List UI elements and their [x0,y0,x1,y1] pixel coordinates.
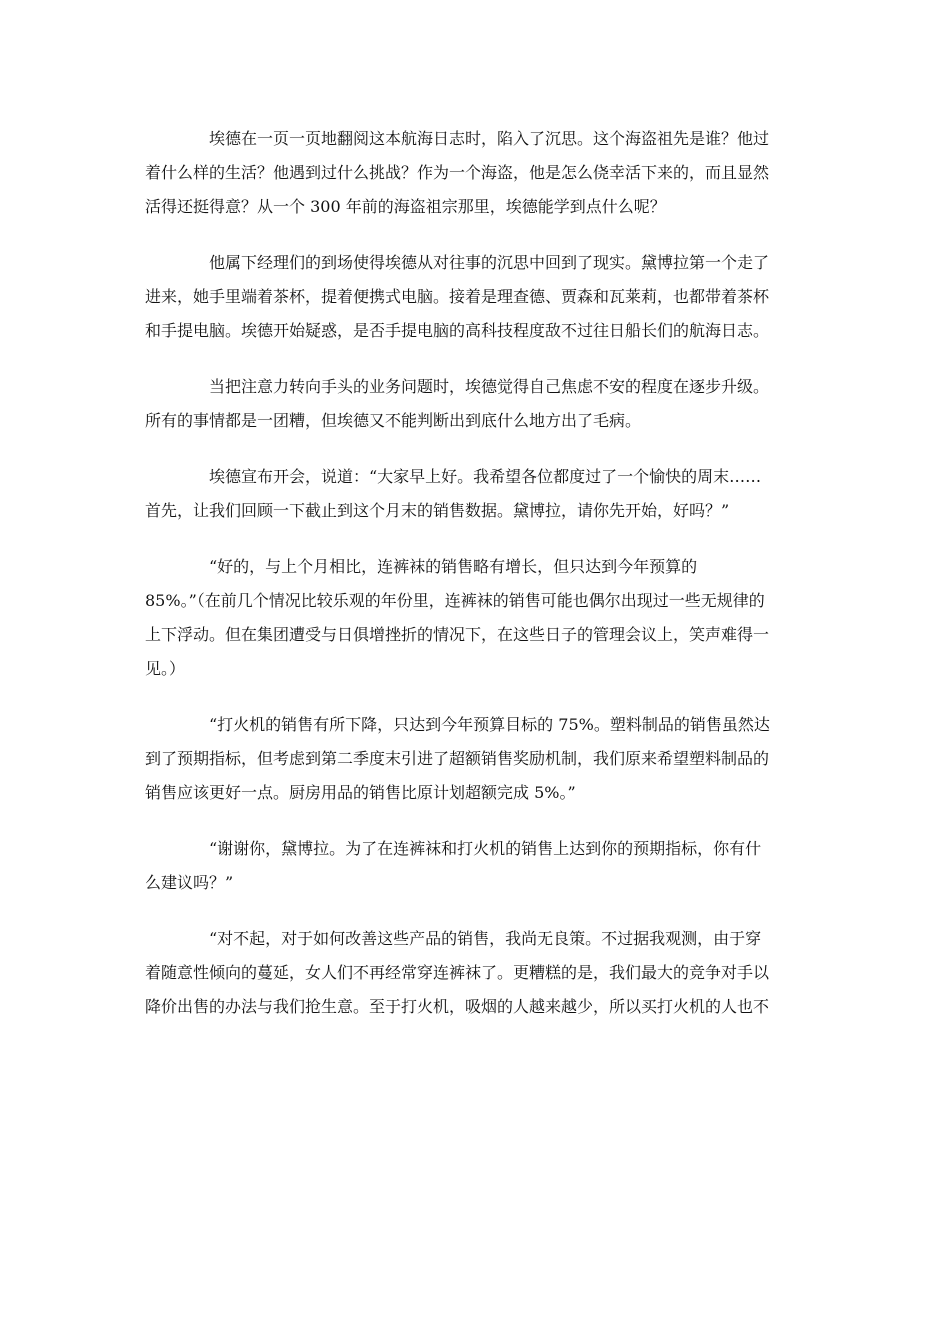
text-line: 降价出售的办法与我们抢生意。至于打火机，吸烟的人越来越少，所以买打火机的人也不 [145,997,770,1016]
text-line: “谢谢你，黛博拉。为了在连裤袜和打火机的销售上达到你的预期指标，你有什 [209,839,762,858]
text-line: 所有的事情都是一团糟，但埃德又不能判断出到底什么地方出了毛病。 [145,411,642,430]
text-line: 么建议吗？” [145,873,234,892]
text-line: 活得还挺得意？从一个 300 年前的海盗祖宗那里，埃德能学到点什么呢？ [145,197,666,216]
text-line: “打火机的销售有所下降，只达到今年预算目标的 75%。塑料制品的销售虽然达 [209,715,770,734]
paragraph [145,832,810,900]
text-line: 和手提电脑。埃德开始疑惑，是否手提电脑的高科技程度敌不过往日船长们的航海日志。 [145,321,770,340]
text-line: 85%。”（在前几个情况比较乐观的年份里，连裤袜的销售可能也偶尔出现过一些无规律的 [145,591,765,610]
paragraph [145,922,810,1024]
text-line: 销售应该更好一点。厨房用品的销售比原计划超额完成 5%。” [145,783,576,802]
text-line: 他属下经理们的到场使得埃德从对往事的沉思中回到了现实。黛博拉第一个走了 [209,253,770,272]
paragraph [145,460,810,528]
paragraph [145,708,810,810]
text-line: 埃德在一页一页地翻阅这本航海日志时，陷入了沉思。这个海盗祖先是谁？他过 [209,129,770,148]
paragraph [145,550,810,686]
text-line: “好的，与上个月相比，连裤袜的销售略有增长，但只达到今年预算的 [209,557,698,576]
text-line: 上下浮动。但在集团遭受与日俱增挫折的情况下，在这些日子的管理会议上，笑声难得一 [145,625,770,644]
paragraph [145,122,810,224]
text-line: 当把注意力转向手头的业务问题时，埃德觉得自己焦虑不安的程度在逐步升级。 [209,377,770,396]
text-line: 进来，她手里端着茶杯，提着便携式电脑。接着是理查德、贾森和瓦莱莉，也都带着茶杯 [145,287,770,306]
document-body [145,122,810,1046]
text-line: 着什么样的生活？他遇到过什么挑战？作为一个海盗，他是怎么侥幸活下来的，而且显然 [145,163,770,182]
text-line: 首先，让我们回顾一下截止到这个月末的销售数据。黛博拉，请你先开始，好吗？” [145,501,730,520]
text-line: 见。） [145,659,186,678]
text-line: 到了预期指标，但考虑到第二季度末引进了超额销售奖励机制，我们原来希望塑料制品的 [145,749,770,768]
text-line: 埃德宣布开会，说道：“大家早上好。我希望各位都度过了一个愉快的周末…… [209,467,762,486]
text-line: 着随意性倾向的蔓延，女人们不再经常穿连裤袜了。更糟糕的是，我们最大的竞争对手以 [145,963,770,982]
paragraph [145,246,810,348]
text-line: “对不起，对于如何改善这些产品的销售，我尚无良策。不过据我观测，由于穿 [209,929,762,948]
paragraph [145,370,810,438]
